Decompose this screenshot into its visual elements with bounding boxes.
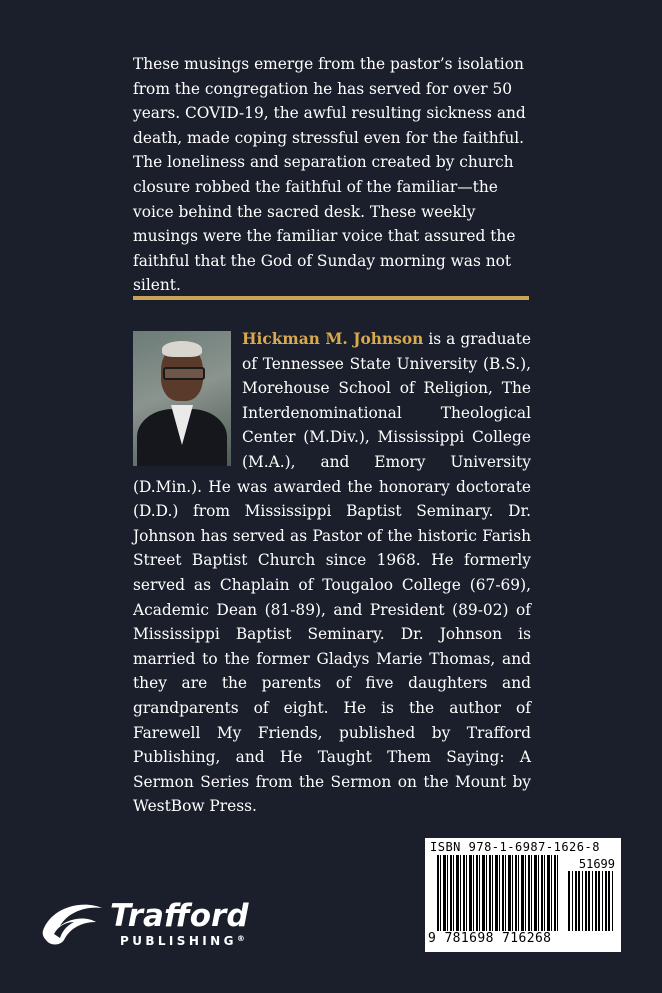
addon-bars	[568, 871, 614, 931]
gold-divider	[133, 296, 529, 300]
author-name: Hickman M. Johnson	[242, 330, 424, 348]
isbn-barcode	[425, 838, 621, 952]
back-cover-blurb: These musings emerge from the pastor’s isolation from the congregation he has served for over 50 years. COVID-19, the awful resulting sickness and death, made coping stressful even for the faithful. The loneliness and separation created by church closure robbed the faithful of the familiar—the voice behind the sacred desk. These weekly musings were the familiar voice that assured the faithful that the God of Sunday morning was not silent.	[133, 55, 526, 295]
publisher-subtitle: PUBLISHING®	[120, 934, 245, 948]
publisher-logo	[40, 898, 300, 954]
author-bio-text: is a graduate of Tennessee State University (B.S.), Morehouse School of Religion, The Interdenominational Theological Center (M.Div.), Mississippi College (M.A.), and Emory University (D.Min.). He was awarded the honorary doctorate (D.D.) from Mississippi Baptist Seminary. Dr. Johnson has served as Pastor of the historic Farish Street Baptist Church since 1968. He formerly served as Chaplain of Tougaloo College (67-69), Academic Dean (81-89), and President (89-02) of Mississippi Baptist Seminary. Dr. Johnson is married to the former Gladys Marie Thomas, and they are the parents of five daughters and grandparents of eight. He is the author of Farewell My Friends, published by Trafford Publishing, and He Taught Them Saying: A Sermon Series from the Sermon on the Mount by WestBow Press.	[133, 330, 531, 816]
ean-bars	[437, 855, 559, 931]
publisher-name: Trafford	[110, 898, 249, 934]
author-bio	[133, 327, 531, 819]
author-photo	[133, 331, 231, 466]
ean-digits: 9 781698 716268	[428, 931, 552, 946]
price-code: 51699	[578, 857, 615, 871]
isbn-label: ISBN 978-1-6987-1626-8	[430, 840, 600, 854]
trafford-wave-icon	[40, 898, 106, 950]
